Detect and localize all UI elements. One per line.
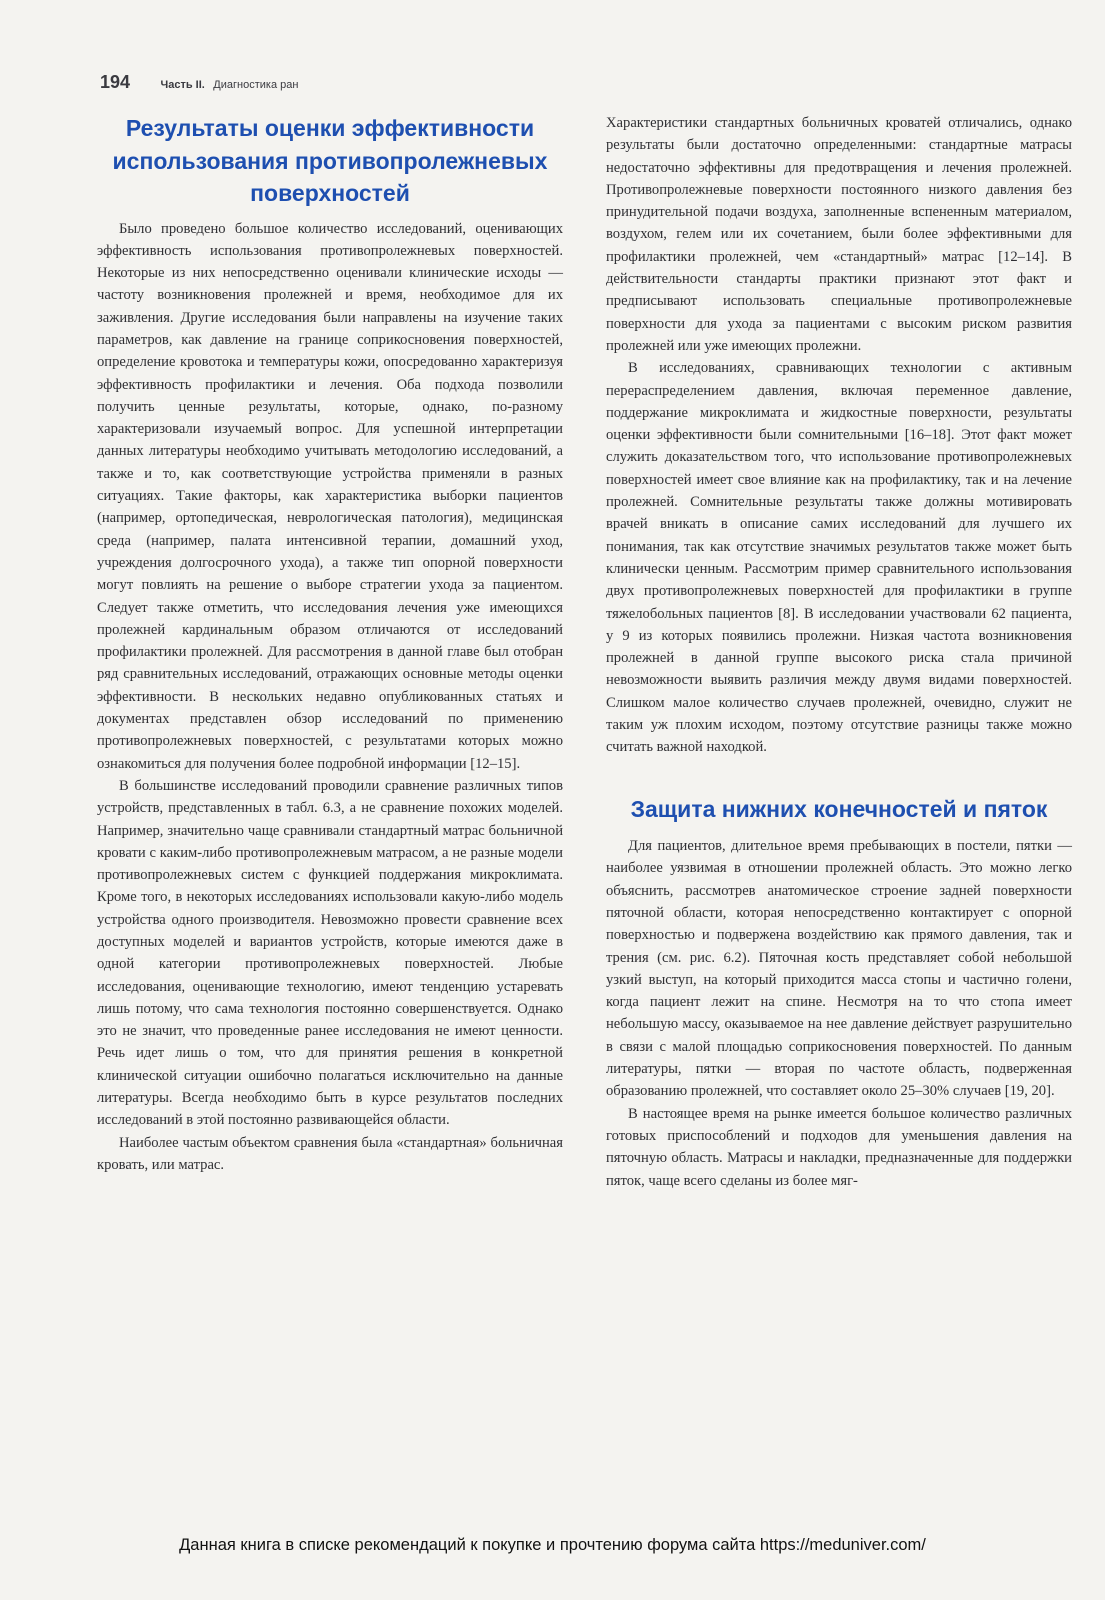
page-number: 194 [100, 72, 131, 92]
section-heading-results: Результаты оценки эффективности использования противопролежневых поверхностей [112, 115, 548, 206]
section-heading-heels: Защита нижних конечностей и пяток [630, 795, 1048, 822]
paragraph: Для пациентов, длительное время пребывающих в постели, пятки — наиболее уязвимая в отношении пролежней область. Это можно легко объяснить, рассмотрев анатомическое строение задней поверхности пяточной области, которая непосредственно контактирует с опорной поверхностью и подвержена воздействию как прямого давления, так и трения (см. рис. 6.2). Пяточная кость представляет собой небольшой узкий выступ, на который приходится масса стопы и частично голени, когда пациент лежит на спине. Несмотря на то что стопа имеет небольшую массу, оказываемое на нее давление действует разрушительно в связи с малой площадью соприкосновения поверхностей. По данным литературы, пятки — вторая по частоте область, подверженная образованию пролежней, что составляет около 25–30% случаев [19, 20]. [606, 838, 1072, 1100]
running-header [100, 72, 298, 93]
part-label: Часть II. [160, 79, 205, 91]
paragraph: В большинстве исследований проводили сравнение различных типов устройств, представленных в табл. 6.3, а не сравнение похожих моделей. Например, значительно чаще сравнивали стандартный матрас больничной кровати с каким-либо противопролежневым матрасом, а не разные модели противопролежневых систем с функцией поддержания микроклимата. Кроме того, в некоторых исследованиях использовали какую-либо модель устройства одного производителя. Невозможно провести сравнение всех доступных моделей и вариантов устройств, которые имеются даже в одной категории противопролежневых поверхностей. Любые исследования, оценивающие технологию, имеют тенденцию устаревать лишь потому, что сама технология постоянно совершенствуется. Однако это не значит, что проведенные ранее исследования не имеют ценности. Речь идет лишь о том, что для принятия решения в конкретной клинической ситуации ошибочно полагаться исключительно на данные литературы. Всегда необходимо быть в курсе результатов последних исследований в этой постоянно развивающейся области. [97, 777, 563, 1129]
paragraph: Было проведено большое количество исследований, оценивающих эффективность использования противопролежневых поверхностей. Некоторые из них непосредственно оценивали клинические исходы — частоту возникновения пролежней и время, необходимое для их заживления. Другие исследования были направлены на изучение таких параметров, как давление на границе соприкосновения поверхностей, определение кровотока и температуры кожи, опосредованно характеризуя эффективность профилактики и лечения. Оба подхода позволили получить ценные результаты, которые, однако, по-разному характеризовали изучаемый вопрос. Для успешной интерпретации данных литературы необходимо учитывать методологию исследований, а также и то, как соответствующие устройства применяли в разных ситуациях. Такие факторы, как характеристика выборки пациентов (например, ортопедическая, неврологическая патология), медицинская среда (например, палата интенсивной терапии, домашний уход, учреждения долгосрочного ухода), а также тип опорной поверхности могут повлиять на решение о выборе стратегии ухода за пациентом. Следует также отметить, что исследования лечения уже имеющихся пролежней кардинальным образом отличаются от исследований профилактики пролежней. Для рассмотрения в данной главе был отобран ряд сравнительных исследований, отражающих основные методы оценки эффективности. В нескольких недавно опубликованных статьях и документах представлен обзор исследований по применению противопролежневых поверхностей, с результатами которых можно ознакомиться для получения более подробной информации [12–15]. [97, 220, 563, 772]
paragraph: В исследованиях, сравнивающих технологии с активным перераспределением давления, включая переменное давление, поддержание микроклимата и жидкостные поверхности, результаты оценки эффективности были сомнительными [16–18]. Этот факт может служить доказательством того, что использование противопролежневых поверхностей имеет свое влияние как на профилактику, так и на лечение пролежней. Сомнительные результаты также должны мотивировать врачей вникать в описание самих исследований для лучшего их понимания, так как отсутствие значимых результатов также может быть клинически ценным. Рассмотрим пример сравнительного использования двух противопролежневых поверхностей для профилактики в группе тяжелобольных пациентов [8]. В исследовании участвовали 62 пациента, у 9 из которых появились пролежни. Низкая частота возникновения пролежней в данной группе высокого риска стала причиной невозможности выявить различия между двумя видами поверхностей. Слишком малое количество случаев пролежней, очевидно, служит не таким уж плохим исходом, поэтому отсутствие разницы также можно считать важной находкой. [606, 360, 1072, 756]
footer-note: Данная книга в списке рекомендаций к покупке и прочтению форума сайта https://meduniver.com/ [179, 1536, 926, 1554]
left-column [97, 112, 563, 1176]
right-column [606, 112, 1072, 1192]
paragraph: В настоящее время на рынке имеется большое количество различных готовых приспособлений и подходов для уменьшения давления на пяточную область. Матрасы и накладки, предназначенные для поддержки пяток, чаще всего сделаны из более мяг- [606, 1105, 1072, 1189]
part-title: Диагностика ран [213, 79, 299, 91]
paragraph: Характеристики стандартных больничных кроватей отличались, однако результаты были достаточно определенными: стандартные матрасы недостаточно эффективны для предотвращения и лечения пролежней. Противопролежневые поверхности постоянного низкого давления без принудительной подачи воздуха, заполненные вспененным материалом, воздухом, гелем или их сочетанием, были более эффективными для профилактики пролежней, чем «стандартный» матрас [12–14]. В действительности стандарты практики признают этот факт и предписывают использовать специальные противопролежневые поверхности для ухода за пациентами с высоким риском развития пролежней или уже имеющих пролежни. [606, 115, 1072, 354]
paragraph: Наиболее частым объектом сравнения была «стандартная» больничная кровать, или матрас. [97, 1134, 563, 1173]
